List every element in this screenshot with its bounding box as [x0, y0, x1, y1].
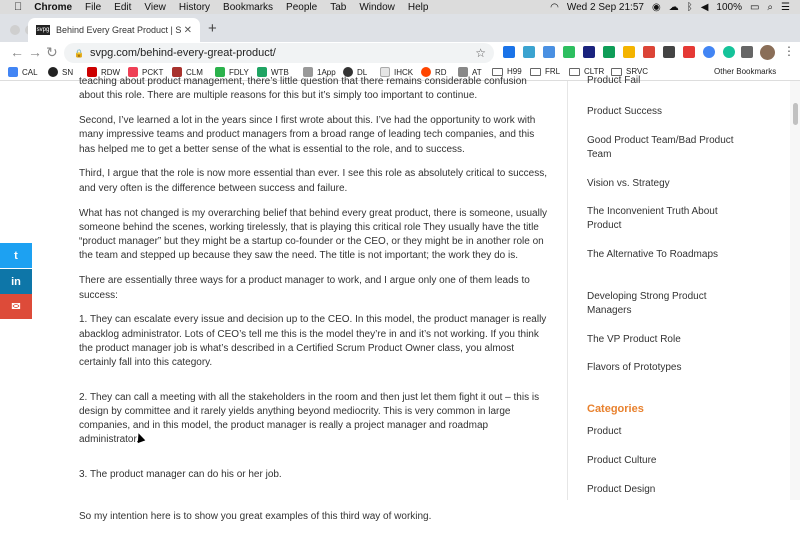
bookmark-clm[interactable]: CLM	[172, 67, 203, 77]
page-scrollbar[interactable]	[790, 81, 800, 500]
extension-icon-9[interactable]	[663, 46, 675, 58]
twitter-icon: t	[14, 249, 18, 262]
profile-avatar[interactable]	[760, 45, 775, 60]
menu-tab[interactable]: Tab	[321, 1, 339, 13]
article-paragraph: Second, I’ve learned a lot in the years since I first wrote about this. I’ve had the opportunity to work with many impressive teams and product managers from a broad range of leading tech companies, and this has helped me to get a better sense of the what is essential to the role, and to success.	[79, 115, 536, 155]
extension-icon-6[interactable]	[603, 46, 615, 58]
battery-icon[interactable]: ▭	[749, 1, 760, 13]
bookmark-at[interactable]: AT	[458, 67, 482, 77]
linkedin-icon: in	[11, 275, 21, 288]
clock[interactable]: Wed 2 Sep 21:57	[566, 1, 644, 13]
battery-percent[interactable]: 100%	[716, 1, 742, 13]
menu-help[interactable]: Help	[399, 1, 421, 13]
sidebar-link[interactable]: Product Success	[587, 106, 663, 117]
wifi-icon[interactable]: ◠	[550, 1, 559, 13]
cloud-icon[interactable]: ☁	[668, 1, 679, 13]
close-window-button[interactable]	[10, 25, 20, 35]
apple-icon[interactable]	[14, 1, 22, 13]
sidebar-link[interactable]: Vision vs. Strategy	[587, 178, 670, 189]
extension-icon-8[interactable]	[643, 46, 655, 58]
sidebar-divider	[567, 81, 568, 500]
bookmark-wtb[interactable]: WTB	[257, 67, 289, 77]
search-icon[interactable]: ⌕	[767, 1, 774, 13]
puzzle-extensions-icon[interactable]	[741, 46, 753, 58]
extension-icon-5[interactable]	[583, 46, 595, 58]
category-link[interactable]: Product	[587, 426, 622, 437]
forward-button[interactable]: →	[28, 44, 42, 60]
article-paragraph: So my intention here is to show you great examples of this third way of working.	[79, 511, 432, 523]
evernote-icon[interactable]	[563, 46, 575, 58]
browser-toolbar	[0, 42, 800, 64]
tab-title: Behind Every Great Product | S	[56, 25, 182, 35]
extension-icon-10[interactable]	[683, 46, 695, 58]
more-menu-icon[interactable]: ⋮	[783, 44, 795, 58]
menu-edit[interactable]: Edit	[105, 1, 124, 13]
back-button[interactable]: ←	[10, 44, 24, 60]
bookmark-1app[interactable]: 1App	[303, 67, 336, 77]
extension-icon-7[interactable]	[623, 46, 635, 58]
web-page	[0, 75, 800, 523]
mac-menu-bar	[0, 0, 800, 14]
menu-bookmarks[interactable]: Bookmarks	[214, 1, 265, 13]
scrollbar-thumb[interactable]	[793, 103, 798, 125]
article-paragraph: What has not changed is my overarching belief that behind every great product, there is someone, usually someone behind the scenes, working tirelessly, that is playing this critical role They usually have the title “product manager” but they might be a startup co-founder or the CEO, or they might be in another role on the team and stepped up because they saw the need. The title is not important; the work they do is.	[79, 207, 548, 262]
sn-icon	[48, 67, 58, 77]
bookmark-rdw[interactable]: RDW	[87, 67, 120, 77]
article-paragraph: 3. The product manager can do his or her job.	[79, 468, 282, 480]
tab-close-icon[interactable]: ✕	[183, 24, 192, 36]
article-paragraph: There are essentially three ways for a product manager to work, and I argue only one of them leads to success:	[79, 275, 530, 301]
bookmark-cal[interactable]: CAL	[8, 67, 38, 77]
bookmark-sn[interactable]: SN	[48, 67, 73, 77]
sidebar-link[interactable]: The Inconvenient Truth About Product	[587, 206, 718, 231]
category-link[interactable]: Product Design	[587, 484, 656, 495]
menu-file[interactable]: File	[76, 1, 93, 13]
article-paragraph: teaching about product management, there’s little question that there remains considerable confusion about this role. There are multiple reasons for this but it’s simply too important to continue.	[79, 76, 527, 102]
extension-icon-3[interactable]	[543, 46, 555, 58]
reload-button[interactable]: ↻	[46, 44, 58, 60]
svpg-favicon: svpg	[36, 27, 50, 33]
category-link[interactable]: Product Culture	[587, 455, 657, 466]
bookmark-h99[interactable]: H99	[492, 67, 522, 76]
address-bar[interactable]	[64, 43, 494, 63]
linkedin-share-button[interactable]	[0, 269, 32, 294]
bookmark-frl[interactable]: FRL	[530, 67, 560, 76]
bluetooth-icon[interactable]: ᛒ	[686, 1, 693, 13]
sidebar-link[interactable]: The VP Product Role	[587, 334, 681, 345]
sidebar-link[interactable]: Flavors of Prototypes	[587, 362, 682, 373]
menu-window[interactable]: Window	[351, 1, 387, 13]
status-area	[542, 0, 790, 14]
record-icon[interactable]: ◉	[651, 1, 661, 13]
volume-icon[interactable]: ◀	[700, 1, 709, 13]
article-paragraph: Third, I argue that the role is now more essential than ever. I see this role as absolutely critical to success, and very often is the difference between success and failure.	[79, 168, 548, 194]
menu-app-name[interactable]: Chrome	[26, 1, 64, 13]
twitter-share-button[interactable]	[0, 243, 32, 268]
tab-active[interactable]	[28, 18, 200, 42]
bookmark-ihck[interactable]: IHCK	[380, 67, 413, 77]
email-icon: ✉	[11, 301, 21, 313]
control-center-icon[interactable]: ☰	[781, 1, 790, 13]
bookmark-star-icon[interactable]: ☆	[475, 46, 486, 60]
sidebar-link[interactable]: Developing Strong Product Managers	[587, 291, 707, 316]
article-paragraph: 1. They can escalate every issue and decision up to the CEO. In this model, the product manager is really abacklog administrator. Lots of CEO’s tell me this is the model they’re in and it’s not working. If you think the product manager job is what’s described in a Certified Scrum Product Owner class, you almost certainly fall into this category.	[79, 314, 547, 369]
other-bookmarks[interactable]: Other Bookmarks	[714, 67, 777, 76]
sidebar-link[interactable]: Product Fail	[587, 75, 641, 86]
menu-people[interactable]: People	[277, 1, 309, 13]
extension-icon-11[interactable]	[703, 46, 715, 58]
bookmark-cltr[interactable]: CLTR	[569, 67, 604, 76]
menu-history[interactable]: History	[170, 1, 202, 13]
sidebar-link[interactable]: Good Product Team/Bad Product Team	[587, 135, 734, 160]
grammarly-icon[interactable]	[723, 46, 735, 58]
bookmark-pckt[interactable]: PCKT	[128, 67, 163, 77]
tab-strip	[0, 14, 800, 42]
sidebar-link[interactable]: The Alternative To Roadmaps	[587, 249, 719, 260]
extension-icon-2[interactable]	[523, 46, 535, 58]
bookmark-srvc[interactable]: SRVC	[611, 67, 648, 76]
lock-icon[interactable]: 🔒	[74, 48, 84, 58]
bookmark-dl[interactable]: DL	[343, 67, 367, 77]
folder-icon	[569, 68, 580, 76]
calendar-icon	[8, 67, 18, 77]
categories-heading: Categories	[587, 403, 644, 415]
email-share-button[interactable]	[0, 294, 32, 319]
bookmark-rd[interactable]: RD	[421, 67, 447, 77]
extension-icon-1[interactable]	[503, 46, 515, 58]
new-tab-button[interactable]: +	[208, 20, 217, 37]
url-text[interactable]: svpg.com/behind-every-great-product/	[89, 47, 276, 59]
article-body	[79, 75, 549, 535]
menu-view[interactable]: View	[136, 1, 158, 13]
article-paragraph: 2. They can call a meeting with all the stakeholders in the room and then just let them fight it out – this is design by committee and it rarely yields anything beyond mediocrity. This is very common in large companies, and in this model, the product manager is really a project manager and roadmap administrator.	[79, 391, 540, 446]
bookmark-fdly[interactable]: FDLY	[215, 67, 249, 77]
